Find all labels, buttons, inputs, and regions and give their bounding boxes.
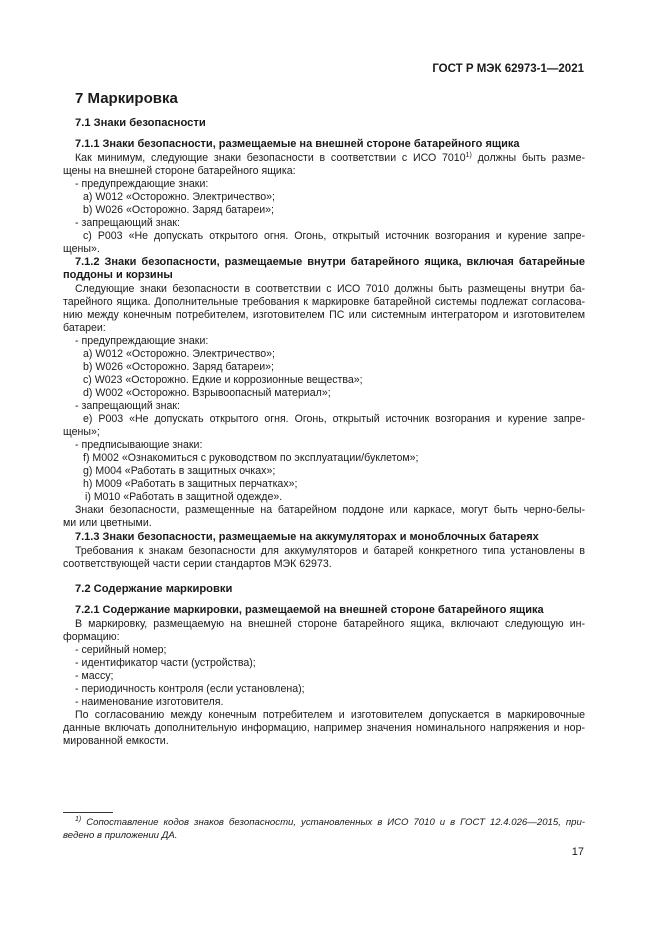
paragraph-line: батареи: (63, 322, 106, 334)
paragraph-line: тарейного ящика. Дополнительные требования к маркировке батарейной системы подлежат согласова- (63, 296, 585, 308)
list-label: - запрещающий знак: (75, 217, 180, 229)
list-item: b) W026 «Осторожно. Заряд батареи»; (83, 204, 274, 216)
list-item: h) M009 «Работать в защитных перчатках»; (83, 478, 298, 490)
document-id-header: ГОСТ Р МЭК 62973-1—2021 (432, 63, 584, 75)
paragraph-line: нию между конечным потребителем, изготовителем ПС или системным интегратором и изготовителем (63, 309, 585, 321)
list-item: g) M004 «Работать в защитных очках»; (83, 465, 276, 477)
list-item: - серийный номер; (75, 644, 167, 656)
paragraph-line: Следующие знаки безопасности в соответствии с ИСО 7010 должны быть размещены внутри ба- (75, 283, 585, 295)
list-item: a) W012 «Осторожно. Электричество»; (83, 191, 275, 203)
paragraph-line: соответствующей части серии стандартов МЭК 62973. (63, 558, 332, 570)
paragraph-line: Требования к знакам безопасности для аккумуляторов и батарей конкретного типа установлены в (75, 545, 585, 557)
paragraph-line: В маркировку, размещаемую на внешней стороне батарейного ящика, включают следующую ин- (75, 618, 585, 630)
paragraph-line: формацию: (63, 631, 120, 643)
section-7-title: 7 Маркировка (75, 90, 178, 107)
list-label: - предписывающие знаки: (75, 439, 203, 451)
paragraph-line: данные включать дополнительную информацию, например значения номинального напряжения и нор- (63, 722, 585, 734)
section-7-2-title: 7.2 Содержание маркировки (75, 583, 233, 595)
section-7-1-2-title: 7.1.2 Знаки безопасности, размещаемые внутри батарейного ящика, включая батарейные (75, 256, 585, 268)
list-item-cont: щены». (63, 243, 100, 255)
footnote-line-cont: ведено в приложении ДА. (63, 830, 178, 841)
list-item-cont: щены»; (63, 426, 100, 438)
list-item: - периодичность контроля (если установлена); (75, 683, 305, 695)
list-item: i) M010 «Работать в защитной одежде». (85, 491, 283, 503)
list-label: - предупреждающие знаки: (75, 178, 209, 190)
section-7-2-1-title: 7.2.1 Содержание маркировки, размещаемой на внешней стороне батарейного ящика (75, 604, 544, 616)
list-item: a) W012 «Осторожно. Электричество»; (83, 348, 275, 360)
paragraph-line: Как минимум, следующие знаки безопасности в соответствии с ИСО 7010$^{1)}$ должны быть разме- (75, 152, 585, 164)
list-item: d) W002 «Осторожно. Взрывоопасный материал»; (83, 387, 331, 399)
list-label: - запрещающий знак: (75, 400, 180, 412)
list-item: f) M002 «Ознакомиться с руководством по эксплуатации/буклетом»; (83, 452, 419, 464)
list-item: b) W026 «Осторожно. Заряд батареи»; (83, 361, 274, 373)
section-7-1-3-title: 7.1.3 Знаки безопасности, размещаемые на аккумуляторах и моноблочных батареях (75, 531, 539, 543)
page-number: 17 (571, 846, 584, 858)
list-label: - предупреждающие знаки: (75, 335, 209, 347)
list-item: c) P003 «Не допускать открытого огня. Огонь, открытый источник возгорания и курение запре- (83, 230, 585, 242)
list-item: - идентификатор части (устройства); (75, 657, 256, 669)
paragraph-line: мированной емкости. (63, 735, 169, 747)
section-7-1-2-title-cont: поддоны и корзины (63, 269, 173, 281)
footnote-ref: 1) (465, 152, 472, 159)
section-7-1-1-title: 7.1.1 Знаки безопасности, размещаемые на внешней стороне батарейного ящика (75, 138, 520, 150)
list-item: e) P003 «Не допускать открытого огня. Огонь, открытый источник возгорания и курение запре- (83, 413, 585, 425)
footnote-line: $^{1)}$ Сопоставление кодов знаков безопасности, установленных в ИСО 7010 и в ГОСТ 12.4.026—2015, при- (75, 816, 585, 828)
list-item: - наименование изготовителя. (75, 696, 224, 708)
list-item: - массу; (75, 670, 114, 682)
list-item: c) W023 «Осторожно. Едкие и коррозионные вещества»; (83, 374, 363, 386)
section-7-1-title: 7.1 Знаки безопасности (75, 117, 206, 129)
paragraph-line: ми или цветными. (63, 517, 152, 529)
paragraph-line: По согласованию между конечным потребителем и изготовителем допускается в маркировочные (75, 709, 585, 721)
paragraph-line: щены на внешней стороне батарейного ящика: (63, 165, 296, 177)
paragraph-line: Знаки безопасности, размещенные на батарейном поддоне или каркасе, могут быть черно-белы- (75, 504, 585, 516)
footnote-divider (63, 812, 113, 813)
